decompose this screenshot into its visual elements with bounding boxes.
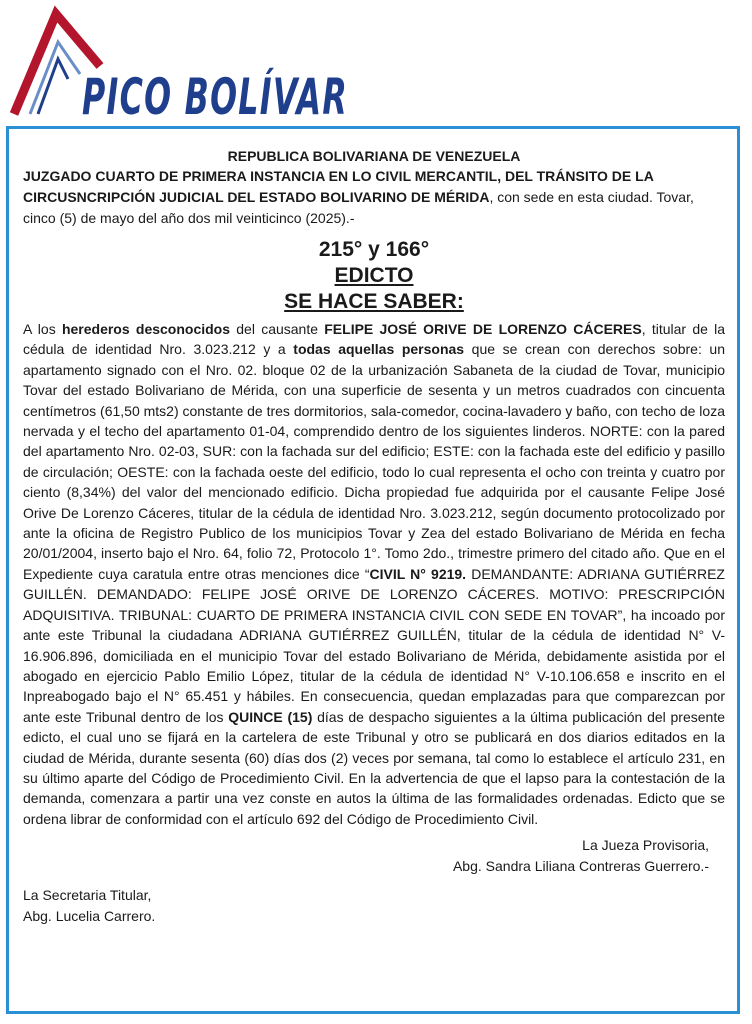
edicto-title: EDICTO bbox=[334, 264, 414, 287]
body-text-5: DEMANDANTE: ADRIANA GUTIÉRREZ GUILLÉN. DEMANDADO: FELIPE JOSÉ ORIVE DE LORENZO CÁCERES. MOTIVO: PRESCRIPCIÓN ADQUISITIVA. TRIBUNAL: CUARTO DE PRIMERA INSTANCIA CIVIL CON SEDE EN TOVAR”, ha incoado por ante este Tribunal la ciudadana ADRIANA GUTIÉRREZ GUILLÉN, titular de la cédula de identidad N° V-16.906.896, domiciliada en el municipio Tovar del estado Bolivariano de Mérida, debidamente asistida por el abogado en ejercicio Pablo Emilio López, titular de la cédula de identidad N° V-10.106.658 e inscrito en el Inpreabogado bajo el N° 65.451 y hábiles. En consecuencia, quedan emplazadas para que comparezcan por ante este Tribunal dentro de los bbox=[23, 565, 725, 725]
body-bold-3: todas aquellas personas bbox=[293, 341, 465, 358]
se-hace-saber-line bbox=[23, 289, 725, 315]
court-header bbox=[23, 166, 725, 229]
body-bold-5: QUINCE (15) bbox=[228, 708, 313, 725]
court-name: JUZGADO CUARTO DE PRIMERA INSTANCIA EN LO CIVIL MERCANTIL, DEL TRÁNSITO DE LA CIRCUSNCRIPCIÓN JUDICIAL DEL ESTADO BOLIVARINO DE MÉRIDA bbox=[23, 168, 654, 205]
logo-text: PICO BOLÍVAR bbox=[82, 68, 502, 126]
body-text-1: A los bbox=[23, 321, 62, 337]
secretary-title: La Secretaria Titular, bbox=[23, 887, 152, 904]
body-text-6: días de despacho siguientes a la última publicación del presente edicto, el cual uno se fijará en la cartelera de este Tribunal y otro se publicará en dos diarios editados en la ciudad de Mérida, durante sesenta (60) días dos (2) veces por semana, tal como lo establece el artículo 231, en su último aparte del Código de Procedimiento Civil. En la advertencia de que el lapso para la contestación de la demanda, comenzara a partir una vez conste en autos la última de las formalidades ordenadas. Edicto que se ordena librar de conformidad con el artículo 692 del Código de Procedimiento Civil. bbox=[23, 708, 725, 827]
judge-name: Abg. Sandra Liliana Contreras Guerrero.- bbox=[452, 858, 709, 875]
years-title: 215° y 166° bbox=[318, 238, 430, 261]
edict-content bbox=[23, 147, 725, 927]
edicto-title-line bbox=[23, 263, 725, 289]
body-text-2: del causante bbox=[230, 321, 325, 337]
edict-body bbox=[23, 319, 725, 829]
body-text-4: que se crean con derechos sobre: un apartamento signado con el Nro. 02. bloque 02 de la urbanización Sabaneta de la ciudad de Tovar, municipio Tovar del estado Bolivariano de Mérida, con una superficie de sesenta y un metros cuadrados con cincuenta centímetros (61,50 mts2) constante de tres dormitorios, sala-comedor, cocina-lavadero y baño, con techo de loza nervada y el techo del apartamento 01-04, comprendido dentro de los siguientes linderos. NORTE: con la pared del apartamento Nro. 02-03, SUR: con la fachada sur del edificio; ESTE: con la fachada este del edificio y pasillo de circulación; OESTE: con la fachada oeste del edificio, todo lo cual representa el ocho con treinta y cuatro por ciento (8,34%) del valor del mencionado edificio. Dicha propiedad fue adquirida por el causante Felipe José Orive De Lorenzo Cáceres, titular de la cédula de identidad Nro. 3.023.212, según documento protocolizado por ante la oficina de Registro Publico de los municipios Tovar y Zea del estado Bolivariano de Mérida en fecha 20/01/2004, inserto bajo el Nro. 64, folio 72, Protocolo 1°. Tomo 2do., trimestre primero del citado año. Que en el Expediente cuya caratula entre otras menciones dice “ bbox=[23, 341, 725, 582]
secretary-name: Abg. Lucelia Carrero. bbox=[23, 908, 156, 925]
body-text-3: , titular de la cédula de identidad Nro. 3.023.212 y a bbox=[23, 321, 726, 358]
se-hace-saber-title: SE HACE SABER: bbox=[284, 290, 464, 313]
logo-peak-inner bbox=[38, 59, 68, 114]
pico-bolivar-logo bbox=[8, 4, 502, 126]
edict-frame bbox=[6, 126, 740, 1014]
body-bold-1: herederos desconocidos bbox=[61, 321, 231, 337]
body-bold-2: FELIPE JOSÉ ORIVE DE LORENZO CÁCERES bbox=[324, 321, 642, 337]
body-bold-4: CIVIL N° 9219. bbox=[369, 565, 467, 582]
judge-title: La Jueza Provisoria, bbox=[582, 837, 709, 854]
republic-header: REPUBLICA BOLIVARIANA DE VENEZUELA bbox=[227, 148, 521, 164]
court-location-date: , con sede en esta ciudad. Tovar, cinco (5) de mayo del año dos mil veinticinco (2025).- bbox=[23, 189, 694, 226]
